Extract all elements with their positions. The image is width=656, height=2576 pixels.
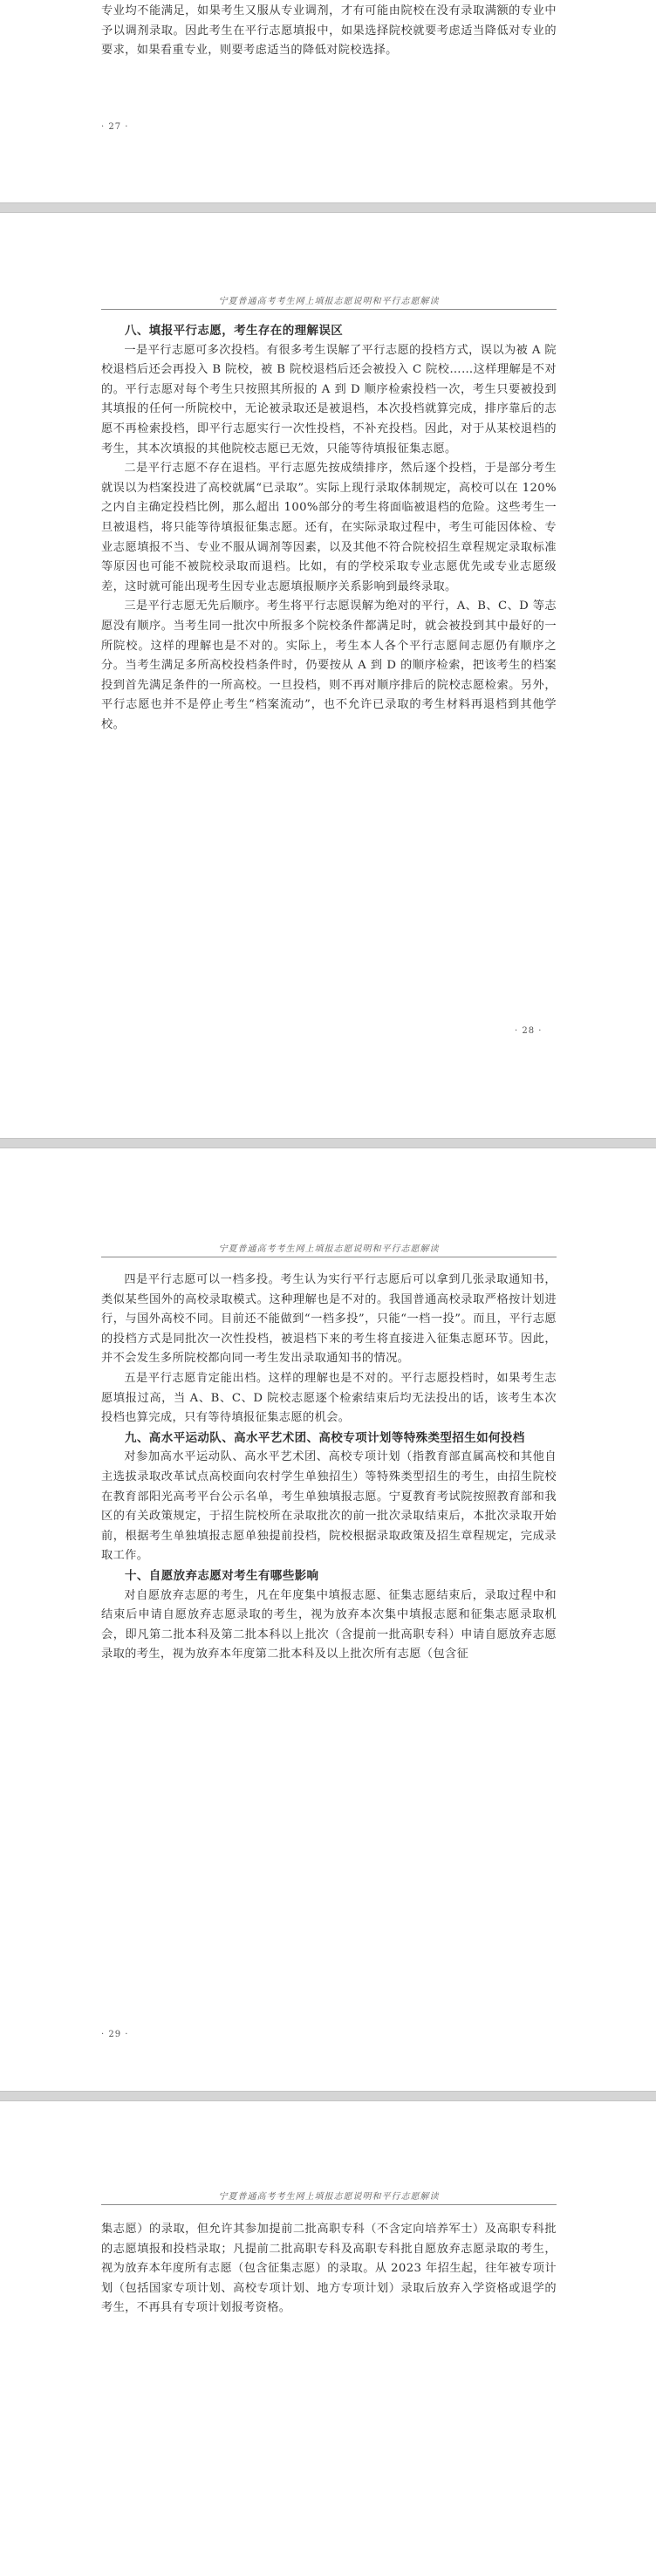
- section-heading: 九、高水平运动队、高水平艺术团、高校专项计划等特殊类型招生如何投档: [125, 1430, 525, 1445]
- page-30-body: [101, 2220, 557, 2319]
- section-heading: 八、填报平行志愿，考生存在的理解误区: [125, 324, 344, 338]
- paragraph: 集志愿）的录取，但允许其参加提前二批高职专科（不含定向培养军士）及高职专科批的志愿填报和投档录取；凡提前二批高职专科及高职专科批自愿放弃志愿录取的考生，视为放弃本年度所有志愿（包含征集志愿）的录取。从 2023 年招生起，往年被专项计划（包括国家专项计划、高校专项计划、地方专项计划）录取后放弃入学资格或退学的考生，不再具有专项计划报考资格。: [101, 2223, 557, 2315]
- paragraph: 一是平行志愿可多次投档。有很多考生误解了平行志愿的投档方式，误以为被 A 院校退档后还会再投入 B 院校，被 B 院校退档后还会被投入 C 院校……这样理解是不对的。平行志愿对每个考生只按照其所报的 A 到 D 顺序检索投档一次，考生只要被投到其填报的任何一所院校中，无论被录取还是被退档，本次投档就算完成，排序靠后的志愿不再检索投档，即平行志愿实行一次性投档，不补充投档。因此，对于从某校退档的考生，其本次填报的其他院校志愿已无效，只能等待填报征集志愿。: [101, 343, 557, 456]
- page-28-body: [101, 321, 557, 735]
- running-header: 宁夏普通高考考生网上填报志愿说明和平行志愿解读: [218, 297, 440, 306]
- paragraph: 五是平行志愿肯定能出档。这样的理解也是不对的。平行志愿投档时，如果考生志愿填报过高，当 A、B、C、D 院校志愿逐个检索结束后均无法投出的话，该考生本次投档也算完成，只有等待填报征集志愿的机会。: [101, 1371, 557, 1425]
- paragraph: 三是平行志愿无先后顺序。考生将平行志愿误解为绝对的平行，A、B、C、D 等志愿没有顺序。当考生同一批次中所报多个院校条件都满足时，就会被投到其中最好的一所院校。这样的理解也是不对的。实际上，考生本人各个平行志愿间志愿仍有顺序之分。当考生满足多所高校投档条件时，仍要按从 A 到 D 的顺序检索，把该考生的档案投到首先满足条件的一所高校。一旦投档，则不再对顺序排后的院校志愿检索。另外，平行志愿也并不是停止考生“档案流动”，也不允许已录取的考生材料再退档到其他学校。: [101, 599, 557, 731]
- paragraph: 对参加高水平运动队、高水平艺术团、高校专项计划（指教育部直属高校和其他自主选拔录取改革试点高校面向农村学生单独招生）等特殊类型招生的考生，由招生院校在教育部阳光高考平台公示名单，考生单独填报志愿。宁夏教育考试院按照教育部和我区的有关政策规定，于招生院校所在录取批次的前一批次录取结束后，本批次录取开始前，根据考生单独填报志愿单独提前投档，院校根据录取政策及招生章程规定，完成录取工作。: [101, 1450, 557, 1563]
- paragraph: 二是平行志愿不存在退档。平行志愿先按成绩排序，然后逐个投档，于是部分考生就误以为档案投进了高校就属“已录取”。实际上现行录取体制规定，高校可以在 120%之内自主确定投档比例，那么超出 100%部分的考生将面临被退档的危险。这些考生一旦被退档，将只能等待填报征集志愿。还有，在实际录取过程中，考生可能因体检、专业志愿填报不当、专业不服从调剂等因素，以及其他不符合院校招生章程规定录取标准等原因也可能不被院校录取而退档。比如，有的学校采取专业志愿优先或专业志愿级差，这时就可能出现考生因专业志愿填报顺序关系影响到最终录取。: [101, 462, 557, 593]
- page-27-body: [101, 2, 557, 61]
- paragraph: 对自愿放弃志愿的考生，凡在年度集中填报志愿、征集志愿结束后，录取过程中和结束后申请自愿放弃志愿录取的考生，视为放弃本次集中填报志愿和征集志愿录取机会，即凡第二批本科及第二批本科以上批次（含提前一批高职专科）申请自愿放弃志愿录取的考生，视为放弃本年度第二批本科及以上批次所有志愿（包含征: [101, 1588, 557, 1661]
- page-separator: [0, 202, 656, 213]
- section-heading: 十、自愿放弃志愿对考生有哪些影响: [125, 1568, 319, 1583]
- page-28: [0, 213, 656, 1138]
- page-27: [0, 0, 656, 202]
- page-30: [0, 2101, 656, 2576]
- header-rule: [101, 309, 557, 310]
- page-number: · 27 ·: [101, 122, 129, 132]
- paragraph: 专业均不能满足，如果考生又服从专业调剂，才有可能由院校在没有录取满额的专业中予以调剂录取。因此考生在平行志愿填报中，如果选择院校就要考虑适当降低对专业的要求，如果看重专业，则要考虑适当的降低对院校选择。: [101, 4, 557, 58]
- page-29-body: [101, 1271, 557, 1665]
- running-header: 宁夏普通高考考生网上填报志愿说明和平行志愿解读: [218, 1244, 440, 1254]
- page-number: · 29 ·: [101, 2030, 129, 2039]
- page-separator: [0, 2091, 656, 2101]
- running-header: 宁夏普通高考考生网上填报志愿说明和平行志愿解读: [218, 2192, 440, 2202]
- paragraph: 四是平行志愿可以一档多投。考生认为实行平行志愿后可以拿到几张录取通知书，类似某些国外的高校录取模式。这种理解也是不对的。我国普通高校录取严格按计划进行，与国外高校不同。目前还不能做到“一档多投”，只能“一档一投”。而且，平行志愿的投档方式是同批次一次性投档，被退档下来的考生将直接进入征集志愿环节。因此，并不会发生多所院校都向同一考生发出录取通知书的情况。: [101, 1273, 557, 1366]
- page-separator: [0, 1138, 656, 1148]
- page-29: [0, 1148, 656, 2091]
- page-number: · 28 ·: [515, 1026, 543, 1036]
- header-rule: [101, 2204, 557, 2205]
